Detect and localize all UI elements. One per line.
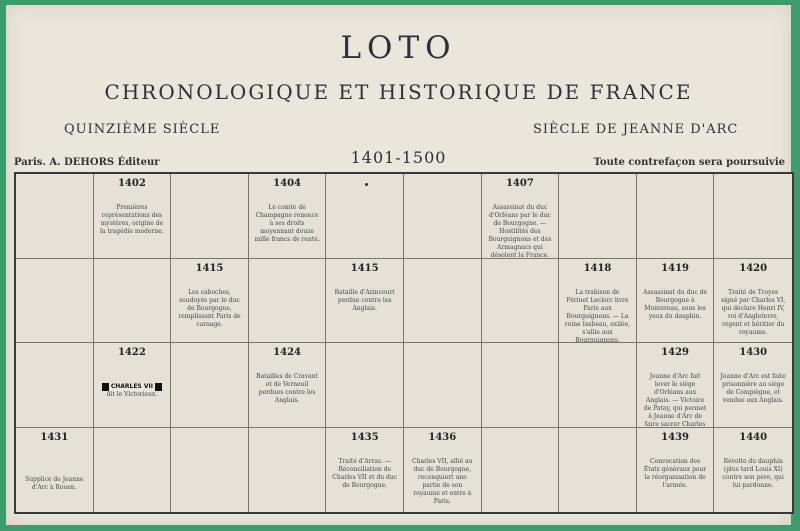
card-title: LOTO: [340, 30, 457, 66]
grid-cell: [171, 343, 249, 428]
cell-event-text: Batailles de Cravant et de Verneuil perdues contre les Anglais.: [256, 373, 319, 404]
grid-cell: [404, 428, 482, 513]
publisher-label: Paris. A. DEHORS Éditeur: [14, 157, 160, 168]
grid-cell: [16, 259, 94, 344]
date-range: 1401-1500: [350, 148, 447, 167]
grid-cell: [326, 174, 404, 259]
cell-year: 1420: [739, 262, 768, 274]
grid-cell: [637, 174, 715, 259]
grid-cell: [16, 343, 94, 428]
cell-event-text: La trahison de Périnet Leclerc livre Paris aux Bourguignons. — La reine Isabeau, exilée, s'allie aux Bourguignons.: [564, 288, 631, 343]
cell-year: 1422: [117, 347, 146, 358]
loto-grid: [16, 174, 792, 512]
grid-cell: [482, 259, 560, 344]
grid-cell: [94, 174, 172, 259]
cell-year: 1435: [350, 431, 379, 443]
cell-event-text: Assassinat du duc de Bourgogne à Montereau, sous les yeux du dauphin.: [643, 288, 708, 320]
grid-cell: [714, 174, 792, 259]
cell-event-text: Premières représentations des mystères, origine de la tragédie moderne.: [100, 204, 164, 235]
era-label: SIÈCLE DE JEANNE D'ARC: [533, 122, 739, 137]
grid-cell: [637, 343, 715, 428]
grid-cell: [94, 259, 172, 344]
cell-year: 1436: [428, 431, 457, 443]
ink-dot: [365, 183, 368, 186]
grid-cell: [249, 174, 327, 259]
grid-cell: [482, 428, 560, 513]
cell-year: 1430: [739, 347, 768, 358]
grid-cell: [559, 174, 637, 259]
cell-event-text: Les caboches, soudoyés par le duc de Bourgogne, remplissent Paris de carnage.: [178, 288, 241, 328]
king-epithet: dit le Victorieux.: [106, 391, 158, 398]
cell-year: 1440: [739, 431, 768, 443]
cell-event-text: Convocation des États généraux pour la réorganisation de l'armée.: [643, 457, 707, 489]
cell-event-text: Traité d'Arras. — Réconciliation de Charles VII et du duc de Bourgogne.: [332, 457, 398, 489]
grid-cell: [637, 259, 715, 344]
cell-event-text: Bataille d'Azincourt perdue contre les Anglais.: [334, 288, 395, 312]
grid-cell: [714, 343, 792, 428]
grid-cell: [482, 174, 560, 259]
grid-cell: [16, 174, 94, 259]
grid-cell: [559, 259, 637, 344]
king-name-label: CHARLES VII: [102, 383, 162, 391]
cell-year: 1415: [195, 262, 224, 274]
grid-cell: [326, 343, 404, 428]
cell-year: 1429: [661, 347, 690, 358]
grid-cell: [404, 343, 482, 428]
loto-card: [6, 5, 791, 525]
grid-cell: [249, 428, 327, 513]
grid-cell: [637, 428, 715, 513]
grid-cell: [482, 343, 560, 428]
cell-year: 1404: [273, 178, 302, 189]
grid-cell: [404, 259, 482, 344]
cell-year: 1439: [661, 431, 690, 443]
grid-cell: [171, 259, 249, 344]
grid-cell: [404, 174, 482, 259]
cell-year: 1431: [40, 431, 69, 443]
cell-year: 1419: [661, 262, 690, 274]
grid-cell: [94, 343, 172, 428]
cell-year: 1402: [117, 178, 146, 189]
cell-event-text: Jeanne d'Arc est faite prisonnière au siège de Compiègne, et vendue aux Anglais.: [720, 373, 786, 404]
cell-year: 1424: [273, 347, 302, 358]
cell-event-text: Le comte de Champagne renonce à ses droits moyennant douze mille francs de rente.: [254, 204, 320, 243]
grid-cell: [714, 259, 792, 344]
cell-year: 1418: [583, 262, 612, 274]
grid-cell: [171, 174, 249, 259]
cell-event-text: Assassinat du duc d'Orléans par le duc de Bourgogne. — Hostilités des Bourguignons et des Armagnacs qui désolent la France.: [488, 204, 552, 259]
grid-cell: [326, 428, 404, 513]
grid-cell: [559, 428, 637, 513]
grid-cell: [714, 428, 792, 513]
copyright-notice: Toute contrefaçon sera poursuivie: [593, 157, 785, 168]
cell-event-text: Jeanne d'Arc fait lever le siège d'Orléans aux Anglais. — Victoire de Patay, qui permet à Jeanne d'Arc de faire sacrer Charles: [643, 373, 707, 428]
cell-year: 1415: [350, 262, 379, 274]
cell-event-text: Révolte du dauphin (plus tard Louis XI) contre son père, qui lui pardonne.: [722, 457, 784, 489]
cell-king-block: [99, 383, 166, 399]
cell-year: 1407: [505, 178, 534, 189]
grid-cell: [94, 428, 172, 513]
grid-cell: [559, 343, 637, 428]
loto-grid-frame: [14, 172, 794, 514]
grid-cell: [249, 343, 327, 428]
grid-cell: [249, 259, 327, 344]
century-label: QUINZIÈME SIÈCLE: [64, 122, 221, 137]
grid-cell: [16, 428, 94, 513]
card-subtitle: CHRONOLOGIQUE ET HISTORIQUE DE FRANCE: [104, 80, 693, 104]
cell-event-text: Supplice de Jeanne d'Arc à Rouen.: [25, 475, 84, 491]
grid-cell: [326, 259, 404, 344]
cell-event-text: Charles VII, allié au duc de Bourgogne, reconquiert une partie de son royaume et entre à Paris.: [412, 457, 473, 505]
grid-cell: [171, 428, 249, 513]
cell-event-text: Traité de Troyes signé par Charles VI, qui déclare Henri IV, roi d'Angleterre, régent et héritier du royaume.: [721, 288, 786, 336]
